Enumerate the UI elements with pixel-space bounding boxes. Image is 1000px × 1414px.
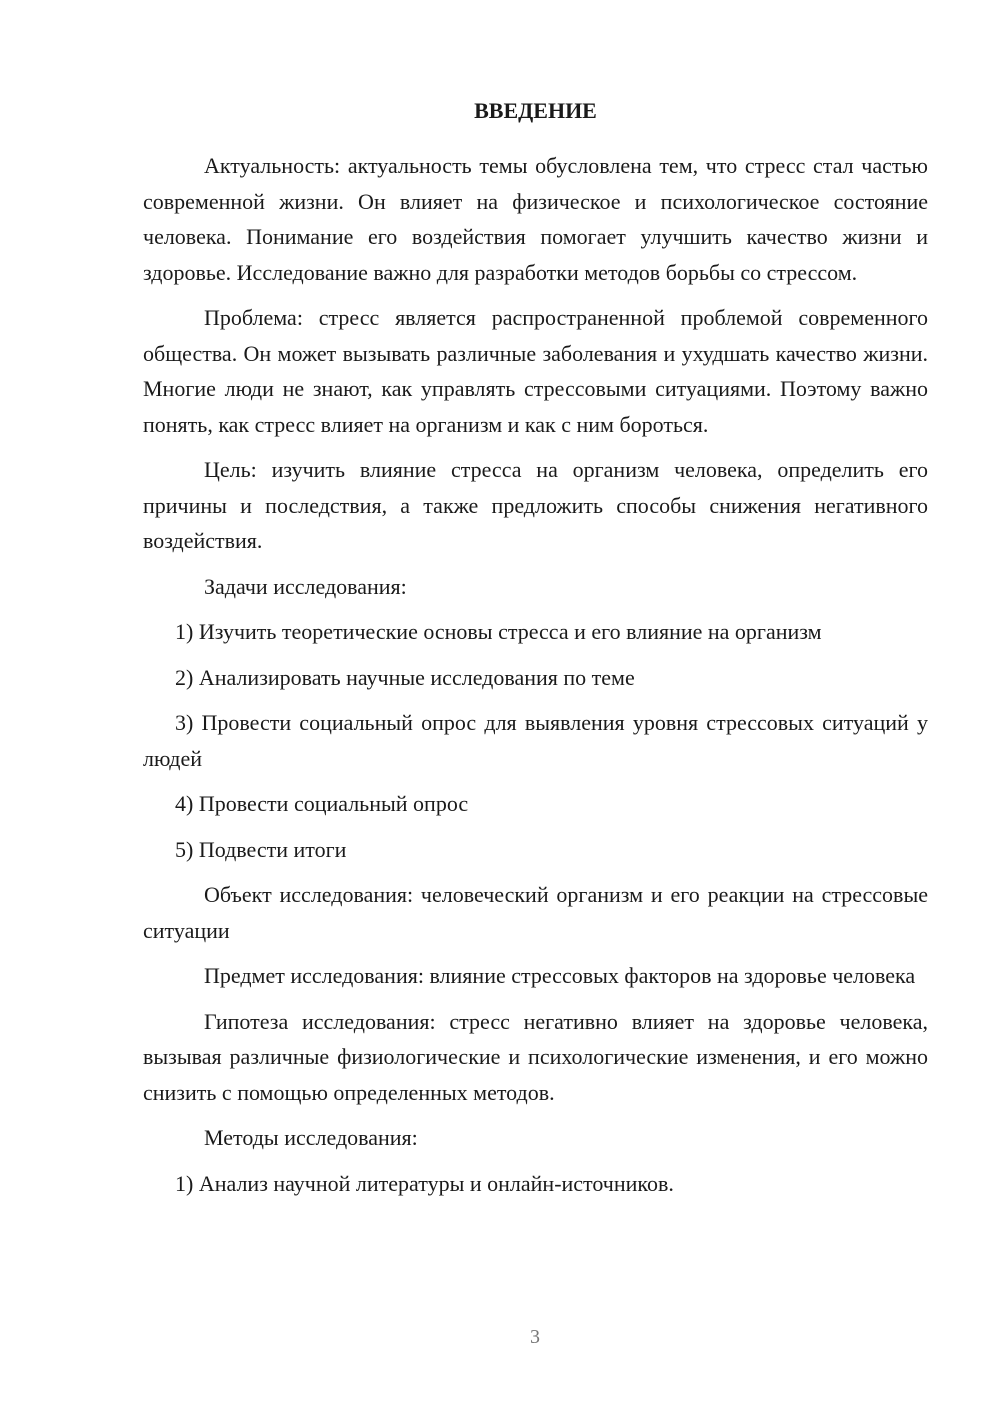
- page-number: 3: [530, 1326, 540, 1348]
- paragraph-hypothesis: Гипотеза исследования: стресс негативно влияет на здоровье человека, вызывая различные физиологические и психологические изменения, и его можно снизить с помощью определенных методов.: [143, 1008, 928, 1105]
- page-heading: ВВЕДЕНИЕ: [474, 98, 597, 123]
- paragraph-relevance: Актуальность: актуальность темы обусловлена тем, что стресс стал частью современной жизни. Он влияет на физическое и психологическое состояние человека. Понимание его воздействия помогает улучшить качество жизни и здоровье. Исследование важно для разработки методов борьбы со стрессом.: [143, 153, 928, 285]
- paragraph-problem: Проблема: стресс является распространенной проблемой современного общества. Он может вызывать различные заболевания и ухудшать качество жизни. Многие люди не знают, как управлять стрессовыми ситуациями. Поэтому важно понять, как стресс влияет на организм и как с ним бороться.: [143, 305, 928, 437]
- paragraph-subject: Предмет исследования: влияние стрессовых факторов на здоровье человека: [204, 963, 916, 988]
- paragraph-goal: Цель: изучить влияние стресса на организм человека, определить его причины и последствия, а также предложить способы снижения негативного воздействия.: [143, 457, 928, 553]
- task-item-5: 5) Подвести итоги: [175, 836, 347, 862]
- task-item-2: 2) Анализировать научные исследования по теме: [175, 664, 635, 690]
- task-item-4: 4) Провести социальный опрос: [175, 791, 469, 816]
- paragraph-object: Объект исследования: человеческий организм и его реакции на стрессовые ситуации: [143, 882, 928, 943]
- paragraph-tasks-heading: Задачи исследования:: [204, 573, 407, 599]
- method-item-1: 1) Анализ научной литературы и онлайн-источников.: [175, 1170, 674, 1196]
- paragraph-methods-heading: Методы исследования:: [204, 1125, 418, 1150]
- task-item-3: 3) Провести социальный опрос для выявления уровня стрессовых ситуаций у людей: [143, 710, 928, 771]
- page-content: [143, 94, 928, 1211]
- task-item-1: 1) Изучить теоретические основы стресса и его влияние на организм: [175, 619, 822, 644]
